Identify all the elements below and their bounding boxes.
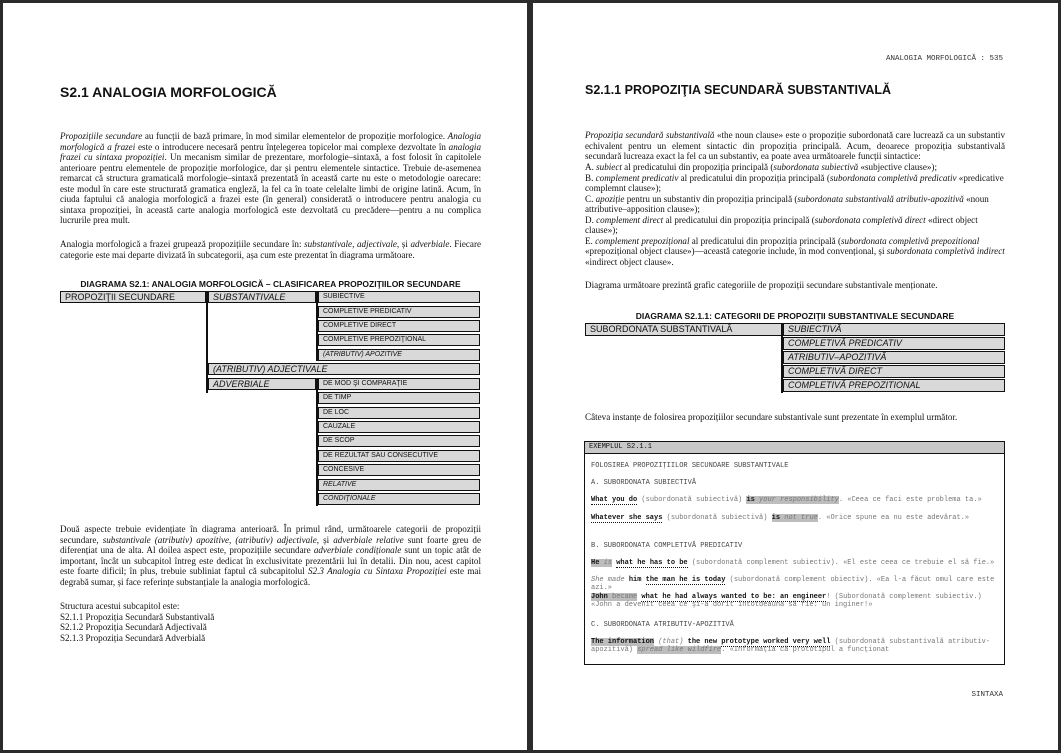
groups-paragraph — [60, 239, 481, 260]
structure-item[interactable]: S2.1.3 Propoziția Secundară Adverbială — [60, 632, 206, 643]
diagram-substantivale: SUBSTANTIVALE — [208, 291, 316, 303]
note: (subordonată subiectivă) — [637, 496, 747, 504]
italic-term: apoziție — [595, 193, 625, 204]
structure-item[interactable]: S2.1.2 Propoziția Secundară Adjectivală — [60, 622, 207, 632]
text: Două aspecte trebuie evidențiate în diagrama anterioară. În primul rând, următoarele categorii de propoziții secundare, — [60, 524, 481, 545]
text: este o introducere necesară pentru înțelegerea topicelor mai complexe dezvoltate în — [135, 141, 449, 152]
italic-term: subordonata completivă indirect — [886, 246, 1005, 256]
example-sentence — [591, 593, 998, 609]
italic-term: adjectivale — [356, 239, 397, 249]
text: Analogia morfologică a frazei grupează propozițiile secundare în: — [60, 239, 305, 249]
text: sunt un topic atât de important, încât un subcapitol întreg este dedicat în exclusivitate prezentării lui în detalii. Din nou, acest capitol este foarte dificil; în plus, trebuie subliniat faptul că subcapitolul — [60, 545, 482, 576]
function-item — [585, 173, 1005, 194]
predicate: not true — [780, 514, 818, 522]
right-page — [533, 3, 1058, 750]
text: . Fiecare categorie este mai departe divizată în subcategorii, așa cum este prezentat în diagrama următoare. — [60, 239, 482, 260]
verb: is — [599, 559, 613, 567]
italic-term: (atributiv) adjectivale — [235, 534, 317, 545]
function-item — [585, 236, 1005, 268]
diagram-item: SUBIECTIVĂ — [783, 323, 1005, 336]
italic-term: adverbiale relative — [333, 534, 404, 545]
left-page — [3, 3, 527, 750]
diagram-adjectivale: (ATRIBUTIV) ADJECTIVALE — [208, 363, 480, 375]
italic-term: adverbiale condiționale — [313, 545, 402, 555]
text: «the noun clause» este o propoziție subordonată care lucrează ca un substantiv echivalent pentru un element sintactic din propoziția principală. Acum, deoarece propoziția substantivală secundară lucreaza exact la fel ca un substantiv, ea poate avea următoarele funcții sintactice: — [585, 130, 1005, 161]
text: , — [352, 239, 357, 249]
italic-term: Analogia morfologică a frazei — [60, 131, 482, 152]
running-footer: SINTAXA — [971, 691, 1003, 699]
example-section-b: B. SUBORDONATA COMPLETIVĂ PREDICATIV — [591, 542, 743, 550]
diagram-item: COMPLETIVE DIRECT — [318, 320, 480, 332]
intro-paragraph — [60, 131, 481, 226]
text: este mai degrabă sumar, și face referințe substanțiale la analogia morfologică. — [60, 566, 481, 587]
diagram-item: DE SCOP — [318, 435, 480, 447]
italic-term: subordonata completivă predicativ — [829, 172, 957, 183]
text: «indirect object clause». — [585, 256, 674, 267]
text: sunt foarte greu de diferențiat una de alta. Al doilea aspect este, propozițiile secundare — [60, 534, 482, 555]
object: him — [628, 576, 642, 584]
diagram-intro: Diagrama următoare prezintă grafic categoriile de propoziții secundare substantivale menționate. — [585, 280, 938, 290]
text: al predicatului din propoziția principală ( — [663, 214, 815, 225]
diagram-root: SUBORDONATA SUBSTANTIVALĂ — [585, 323, 782, 336]
note: (subordonată substantivală atributiv-apozitivă) — [591, 638, 991, 654]
italic-term: S2.3 Analogia cu Sintaxa Propoziției — [308, 566, 447, 576]
clause: what he has to be — [616, 559, 688, 567]
text: «direct object clause»); — [585, 214, 978, 235]
example-box — [584, 441, 1005, 665]
diagram-item: DE TIMP — [318, 392, 480, 404]
italic-term: substantivale (atributiv) apozitive — [102, 534, 230, 545]
diagram-item: COMPLETIVĂ PREPOZITIONAL — [783, 379, 1005, 392]
example-header: EXEMPLUL S2.1.1 — [585, 442, 1004, 454]
verb: became — [607, 593, 638, 601]
clause: What you do — [591, 496, 638, 504]
text: al predicatului din propoziția principală ( — [689, 235, 841, 246]
example-sentence — [591, 576, 998, 592]
diagram-item: COMPLETIVĂ DIRECT — [783, 365, 1005, 378]
diagram-item: CONCESIVE — [318, 464, 480, 476]
text: al predicatului din propoziția principală ( — [678, 172, 830, 183]
clause: the new prototype worked very well — [687, 638, 831, 646]
italic-term: subordonata substantivală atributiv-apozitivă — [797, 193, 964, 204]
predicate: spread like wildfire — [637, 646, 722, 654]
aspects-paragraph — [60, 524, 481, 587]
diagram-item: COMPLETIVE PREDICATIV — [318, 306, 480, 318]
structure-intro: Structura acestui subcapitol este: — [60, 601, 180, 611]
that: (that) — [654, 638, 688, 646]
text: B. — [585, 172, 596, 183]
translation: . «Informația că prototipul a funcționat — [721, 646, 890, 654]
example-sentence — [591, 496, 998, 504]
diagram-title: DIAGRAMA S2.1.1: CATEGORII DE PROPOZIŢII SUBSTANTIVALE SECUNDARE — [635, 311, 955, 321]
example-section-a: A. SUBORDONATA SUBIECTIVĂ — [591, 479, 697, 487]
verb: is — [746, 496, 755, 504]
text: A. — [585, 162, 597, 172]
function-item — [585, 215, 1005, 236]
example-title: FOLOSIREA PROPOZIŢIILOR SECUNDARE SUBSTANTIVALE — [591, 462, 789, 470]
note: (subordonată subiectivă) — [662, 514, 772, 522]
text: «predicative complemnt clause»); — [585, 172, 1004, 193]
example-sentence — [591, 638, 998, 654]
diagram-item: COMPLETIVE PREPOZIŢIONAL — [318, 334, 480, 346]
subject: The information — [591, 638, 655, 646]
text: C. — [585, 193, 596, 204]
clause: what he had always wanted to be: an engineer — [641, 593, 827, 601]
text: , — [229, 534, 236, 545]
function-item — [585, 162, 1005, 173]
diagram-item: (ATRIBUTIV) APOZITIVE — [318, 349, 480, 361]
italic-term: complement predicativ — [595, 172, 679, 183]
translation: . «Ceea ce faci este problema ta.» — [838, 496, 982, 504]
clause: Whatever she says — [591, 514, 663, 522]
diagram-title: DIAGRAMA S2.1: ANALOGIA MORFOLOGICĂ – CLASIFICAREA PROPOZIŢIILOR SECUNDARE — [80, 279, 461, 289]
italic-term: subordonata completivă prepozitional — [841, 235, 980, 246]
text: au funcții de bază primare, în mod similar elementelor de propoziție morfologice. — [142, 131, 448, 141]
clause: the man he is today — [645, 576, 726, 584]
example-intro: Câteva instanțe de folosirea propozițiilor secundare substantivale sunt prezentate în exemplul următor. — [585, 412, 958, 422]
example-section-c: C. SUBORDONATA ATRIBUTIV-APOZITIVĂ — [591, 621, 734, 629]
text: E. — [585, 235, 596, 246]
translation: ! (Subordonată complement subiectiv.) «John a devenit ceea ce şi-a dorit întotdeauna să fie: un inginer!» — [591, 593, 982, 609]
translation: . «Orice spune ea nu este adevărat.» — [817, 514, 970, 522]
translation: (subordonată complement subiectiv). «El este ceea ce trebuie el să fie.» — [687, 559, 995, 567]
text: «prepozițional object clause»)—această categorie include, în mod convențional, și — [585, 246, 887, 256]
diagram-item: COMPLETIVĂ PREDICATIV — [783, 337, 1005, 350]
text: al predicatului din propoziția principală ( — [621, 162, 774, 172]
text: . Un mecanism similar de prezentare, morfologie–sintaxă, a fost folosit în capitolele anterioare pentru elementele de propoziție morfologice, dar și pentru elementele sintactice. Trebuie de-asemenea remarcat că structura gramaticală morfologie–sintaxă prezentată în această carte nu este o metodologie oarecare: este modul în care este structurată gramatica engleză, la fel ca în toate celelalte limbi de origine latină. Acum, în ciuda faptului că analogia morfologică a frazei este (în general) considerată o introducere pentru analogia cu sintaxa propoziției, în această carte analogia morfologică este dezvoltată cu precădere—pentru a nu complica lucrurile prea mult. — [60, 152, 481, 225]
structure-item[interactable]: S2.1.1 Propoziția Secundară Substantivală — [60, 611, 215, 622]
functions-list — [585, 162, 1005, 267]
example-sentence — [591, 514, 998, 522]
diagram-item: DE LOC — [318, 407, 480, 419]
diagram-root: PROPOZIŢII SECUNDARE — [60, 291, 206, 303]
text: , și — [396, 239, 411, 249]
diagram-item: CONDIŢIONALE — [318, 493, 480, 505]
running-header: ANALOGIA MORFOLOGICĂ : 535 — [885, 55, 1003, 63]
translation: (subordonată complement obiectiv). «Ea l-a făcut omul care este azi.» — [591, 576, 995, 592]
italic-term: analogia frazei cu sintaxa propoziției — [60, 141, 482, 162]
diagram-item: CAUZALE — [318, 421, 480, 433]
italic-term: complement prepozițional — [595, 235, 690, 246]
intro-paragraph — [585, 130, 1005, 162]
text: pentru un substantiv din propoziția principală ( — [624, 193, 798, 204]
diagram-item: ATRIBUTIV–APOZITIVĂ — [783, 351, 1005, 364]
example-sentence — [591, 559, 998, 567]
diagram-item: DE MOD ŞI COMPARAŢIE — [318, 378, 480, 390]
diagram-item: DE REZULTAT SAU CONSECUTIVE — [318, 450, 480, 462]
italic-term: subordonata completivă direct — [814, 214, 926, 225]
italic-term: Propozițiile secundare — [60, 131, 143, 141]
diagram-adverbiale: ADVERBIALE — [208, 378, 316, 390]
section-heading: S2.1 ANALOGIA MORFOLOGICĂ — [60, 84, 277, 100]
italic-term: Propoziția secundară substantivală — [585, 130, 715, 140]
italic-term: substantivale — [304, 239, 353, 249]
verb: is — [771, 514, 781, 522]
function-item — [585, 194, 1005, 215]
text: , și — [316, 534, 334, 545]
lead: She made — [591, 576, 629, 584]
italic-term: subordonata subiectivă — [773, 162, 859, 172]
italic-term: adverbiale — [410, 239, 450, 249]
subject: He — [591, 559, 600, 567]
italic-term: subiect — [596, 162, 622, 172]
text: «noun attributive–apposition clause»); — [585, 193, 989, 214]
italic-term: complement direct — [596, 214, 664, 225]
diagram-item: RELATIVE — [318, 479, 480, 491]
subsection-heading: S2.1.1 PROPOZIŢIA SECUNDARĂ SUBSTANTIVALĂ — [585, 83, 892, 97]
text: D. — [585, 214, 597, 225]
subject: John — [591, 593, 608, 601]
structure-list — [60, 601, 481, 643]
diagram-item: SUBIECTIVE — [318, 291, 480, 303]
predicate: your responsibility — [754, 496, 839, 504]
text: «subjective clause»); — [858, 162, 937, 172]
